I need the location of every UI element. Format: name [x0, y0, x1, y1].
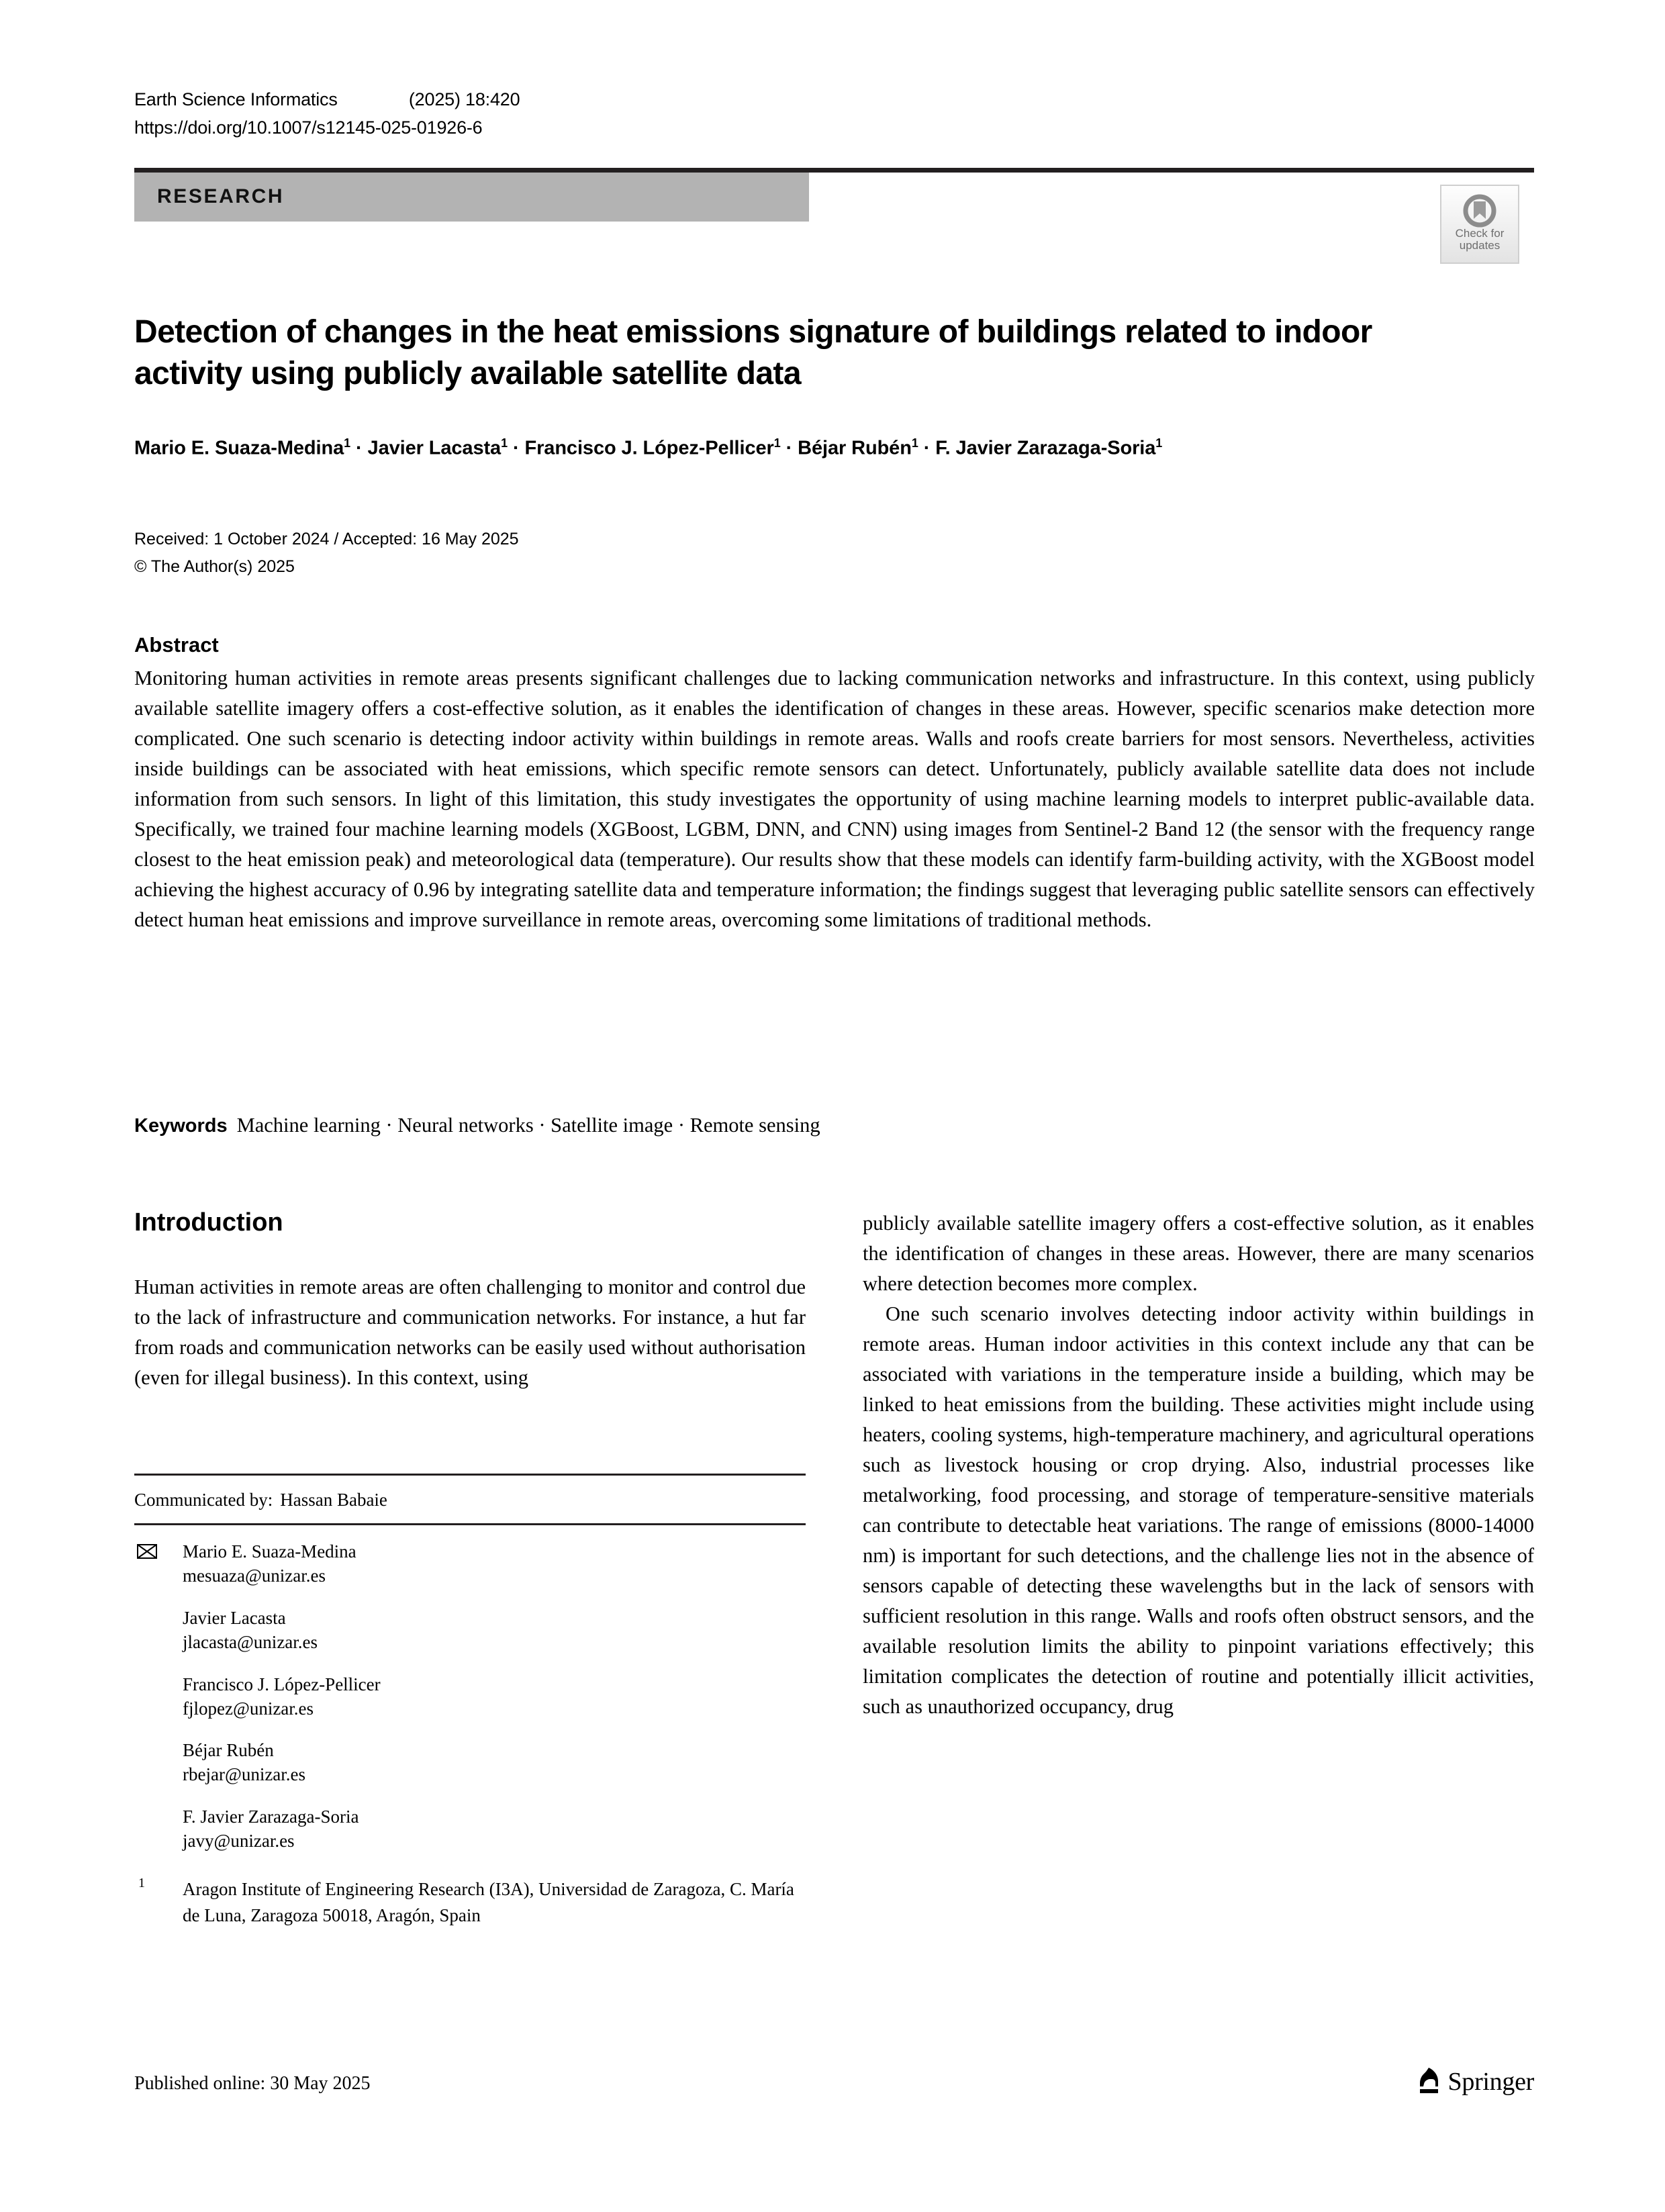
author-name: Mario E. Suaza-Medina [134, 437, 344, 459]
intro-paragraph-1: Human activities in remote areas are often challenging to monitor and control due to the lack of infrastructure and communication networks. For instance, a hut far from roads and communication networks can be easily used without authorisation (even for illegal business). In this context, using [134, 1276, 806, 1389]
abstract-heading: Abstract [134, 633, 219, 657]
body-column-left [134, 1208, 806, 1393]
contact-email[interactable]: mesuaza@unizar.es [183, 1565, 326, 1586]
contact-entry [134, 1540, 806, 1588]
check-for-updates-text [1441, 228, 1518, 252]
contact-email[interactable]: javy@unizar.es [183, 1831, 295, 1852]
body-column-right [863, 1208, 1534, 1722]
communicated-by-name: Hassan Babaie [280, 1490, 387, 1510]
communicated-by [134, 1476, 806, 1523]
contact-name: Javier Lacasta [183, 1607, 286, 1628]
contact-entry [134, 1805, 806, 1854]
contact-email[interactable]: jlacasta@unizar.es [183, 1631, 318, 1652]
contact-name: Béjar Rubén [183, 1740, 274, 1761]
publisher-logo [1417, 2066, 1534, 2097]
author-name: Javier Lacasta [367, 437, 502, 459]
intro-paragraph-2: One such scenario involves detecting indoor activity within buildings in remote areas. Human indoor activities in this context include any that can be associated with variations in the temperature inside a building, which may be linked to heat emissions from the building. These activities might include using heaters, cooling systems, high-temperature machinery, and agricultural operations such as livestock housing or crop drying. Also, industrial processes like metalworking, food processing, and storage of temperature-sensitive materials can contribute to detectable heat variations. The range of emissions (8000-14000 nm) is important for such detections, and the challenge lies not in the absence of sensors capable of detecting these wavelengths but in the lack of sensors with sufficient resolution in this range. Walls and roofs often obstruct sensors, and the available resolution limits the ability to pinpoint variations effectively; this limitation complicates the detection of routine and potentially illicit activities, such as unauthorized occupancy, drug [863, 1302, 1534, 1718]
banner-top-rule [134, 168, 1534, 173]
contact-email[interactable]: rbejar@unizar.es [183, 1764, 306, 1785]
journal-title-line [134, 86, 1208, 114]
contact-entry [134, 1606, 806, 1655]
keywords-label: Keywords [134, 1115, 228, 1137]
received-accepted-line: Received: 1 October 2024 / Accepted: 16 May 2025 [134, 530, 519, 548]
page-title: Detection of changes in the heat emissions signature of buildings related to indoor activity using publicly available satellite data [134, 314, 1372, 391]
author-name: Francisco J. López-Pellicer [524, 437, 774, 459]
communicated-by-label: Communicated by: [134, 1490, 273, 1510]
author-affiliation-marker: 1 [773, 436, 781, 450]
journal-volume-info: (2025) 18:420 [408, 89, 520, 109]
published-online: Published online: 30 May 2025 [134, 2073, 371, 2094]
author-name: F. Javier Zarazaga-Soria [935, 437, 1156, 459]
envelope-icon [137, 1544, 157, 1559]
journal-header [134, 86, 1208, 142]
author-affiliation-marker: 1 [501, 436, 508, 450]
author-separator: · [508, 437, 525, 459]
journal-name: Earth Science Informatics [134, 89, 338, 109]
article-type-label: RESEARCH [157, 185, 285, 207]
author-affiliation-marker: 1 [1155, 436, 1163, 450]
contact-entry [134, 1739, 806, 1787]
section-heading-introduction: Introduction [134, 1208, 283, 1237]
springer-knight-icon [1417, 2066, 1441, 2097]
crossmark-icon [1462, 193, 1498, 229]
author-separator: · [350, 437, 368, 459]
author-separator: · [780, 437, 798, 459]
contact-entry [134, 1673, 806, 1721]
cm-line-1: Check for [1455, 227, 1505, 240]
author-affiliation-marker: 1 [344, 436, 351, 450]
check-for-updates-badge[interactable] [1440, 185, 1519, 264]
footnote-block [134, 1474, 806, 1929]
contact-name: Francisco J. López-Pellicer [183, 1674, 381, 1694]
publication-dates [134, 526, 940, 580]
contact-list [134, 1525, 806, 1854]
keywords-line [134, 1114, 1535, 1137]
affiliation-marker: 1 [138, 1876, 145, 1891]
author-name: Béjar Rubén [798, 437, 912, 459]
abstract-text: Monitoring human activities in remote areas presents significant challenges due to lacking communication networks and infrastructure. In this context, using publicly available satellite imagery offers a cost-effective solution, as it enables the identification of changes in these areas. However, specific scenarios make detection more complicated. One such scenario is detecting indoor activity within buildings in remote areas. Walls and roofs create barriers for most sensors. Nevertheless, activities inside buildings can be associated with heat emissions, which specific remote sensors can detect. Unfortunately, publicly available satellite data does not include information from such sensors. In light of this limitation, this study investigates the opportunity of using machine learning models to interpret public-available data. Specifically, we trained four machine learning models (XGBoost, LGBM, DNN, and CNN) using images from Sentinel-2 Band 12 (the sensor with the frequency range closest to the heat emission peak) and meteorological data (temperature). Our results show that these models can identify farm-building activity, with the XGBoost model achieving the highest accuracy of 0.96 by integrating satellite data and temperature information; the findings suggest that leveraging public satellite sensors can effectively detect human heat emissions and improve surveillance in remote areas, overcoming some limitations of traditional methods. [134, 667, 1535, 931]
author-affiliation-marker: 1 [911, 436, 918, 450]
affiliation-entry [134, 1876, 806, 1929]
contact-name: Mario E. Suaza-Medina [183, 1541, 356, 1561]
doi-link[interactable]: https://doi.org/10.1007/s12145-025-01926-6 [134, 117, 483, 138]
cm-line-2: updates [1459, 239, 1501, 252]
author-list [134, 436, 1544, 460]
publisher-name: Springer [1447, 2068, 1534, 2096]
contact-name: F. Javier Zarazaga-Soria [183, 1807, 359, 1827]
author-separator: · [918, 437, 936, 459]
affiliation-text: Aragon Institute of Engineering Research (I3A), Universidad de Zaragoza, C. María de Luna, Zaragoza 50018, Aragón, Spain [183, 1879, 794, 1925]
intro-paragraph-1-continued: publicly available satellite imagery offers a cost-effective solution, as it enables the identification of changes in these areas. However, there are many scenarios where detection becomes more complex. [863, 1212, 1534, 1295]
keywords-values: Machine learning · Neural networks · Satellite image · Remote sensing [236, 1114, 820, 1137]
contact-email[interactable]: fjlopez@unizar.es [183, 1698, 314, 1719]
copyright-line: © The Author(s) 2025 [134, 557, 295, 576]
article-type-banner [134, 173, 809, 222]
